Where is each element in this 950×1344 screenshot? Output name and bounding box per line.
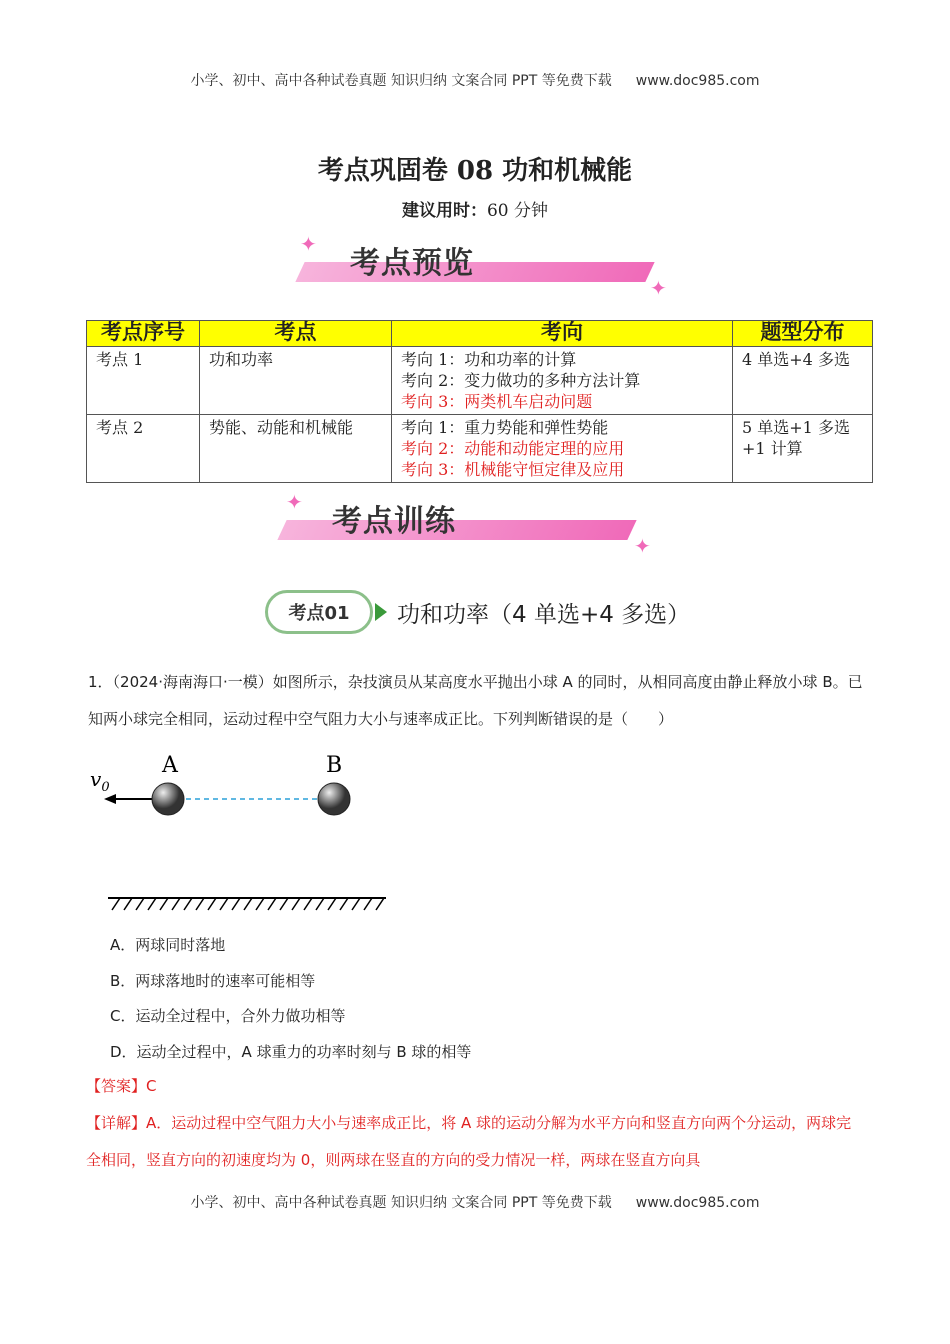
option-a: A．两球同时落地 bbox=[110, 936, 226, 954]
label-b: B bbox=[326, 753, 343, 778]
cell-dist: 4 单选+4 多选 bbox=[733, 347, 873, 415]
hatch-mark bbox=[184, 898, 192, 910]
hatch-mark bbox=[172, 898, 180, 910]
page-title: 考点巩固卷 08 功和机械能 bbox=[317, 156, 633, 186]
page-header bbox=[0, 70, 950, 90]
option-d: D．运动全过程中，A 球重力的功率时刻与 B 球的相等 bbox=[110, 1043, 472, 1061]
header-text: 小学、初中、高中各种试卷真题 知识归纳 文案合同 PPT 等免费下载 bbox=[190, 73, 612, 89]
ball-a bbox=[152, 783, 184, 815]
option-b: B．两球落地时的速率可能相等 bbox=[110, 972, 316, 990]
question-text: 1．（2024·海南海口·一模）如图所示，杂技演员从某高度水平抛出小球 A 的同时，从相同高度由静止释放小球 B。已知两小球完全相同，运动过程中空气阻力大小与速率成正比。下列判断错误的是（ ） bbox=[88, 673, 863, 728]
direction: 考向 1：重力势能和弹性势能 bbox=[401, 418, 609, 437]
cell-id: 考点 1 bbox=[87, 347, 200, 415]
hatch-mark bbox=[112, 898, 120, 910]
hatch-mark bbox=[268, 898, 276, 910]
col-header: 题型分布 bbox=[733, 321, 873, 347]
footer-text: 小学、初中、高中各种试卷真题 知识归纳 文案合同 PPT 等免费下载 bbox=[190, 1195, 612, 1211]
direction: 考向 3：两类机车启动问题 bbox=[401, 392, 593, 411]
hatch-mark bbox=[220, 898, 228, 910]
direction: 考向 1：功和功率的计算 bbox=[401, 350, 577, 369]
hatch-mark bbox=[232, 898, 240, 910]
hatch-mark bbox=[136, 898, 144, 910]
hatch-mark bbox=[376, 898, 384, 910]
section-badge: 考点01 bbox=[265, 590, 373, 634]
hatch-mark bbox=[304, 898, 312, 910]
direction: 考向 2：变力做功的多种方法计算 bbox=[401, 371, 641, 390]
hatch-mark bbox=[292, 898, 300, 910]
hatch-mark bbox=[328, 898, 336, 910]
hatch-mark bbox=[316, 898, 324, 910]
hatch-mark bbox=[148, 898, 156, 910]
cell-directions bbox=[392, 415, 733, 483]
time-value: 60 分钟 bbox=[486, 201, 549, 221]
direction: 考向 3：机械能守恒定律及应用 bbox=[401, 460, 625, 479]
star-icon: ✦ bbox=[634, 534, 651, 558]
hatch-mark bbox=[244, 898, 252, 910]
answer: 【答案】C bbox=[86, 1077, 157, 1095]
explanation: 【详解】A．运动过程中空气阻力大小与速率成正比，将 A 球的运动分解为水平方向和竖直方向两个分运动，两球完全相同，竖直方向的初速度均为 0，则两球在竖直的方向的受力情况一样，两球在竖直方向具 bbox=[86, 1114, 852, 1169]
cell-dist: 5 单选+1 多选+1 计算 bbox=[733, 415, 873, 483]
suggested-time bbox=[0, 196, 950, 221]
footer-url: www.doc985.com bbox=[635, 1195, 760, 1211]
header-url: www.doc985.com bbox=[635, 73, 760, 89]
star-icon: ✦ bbox=[286, 490, 303, 514]
label-a: A bbox=[162, 753, 178, 778]
table-row bbox=[87, 415, 873, 483]
time-label: 建议用时： bbox=[401, 201, 487, 221]
col-header: 考向 bbox=[392, 321, 733, 347]
banner-preview bbox=[290, 232, 680, 302]
star-icon: ✦ bbox=[300, 232, 317, 256]
col-header: 考点 bbox=[200, 321, 392, 347]
hatch-mark bbox=[196, 898, 204, 910]
cell-directions bbox=[392, 347, 733, 415]
overview-table bbox=[86, 320, 873, 483]
banner-training bbox=[272, 490, 662, 560]
question-figure bbox=[88, 748, 398, 913]
hatch-mark bbox=[208, 898, 216, 910]
banner-text: 考点预览 bbox=[350, 246, 474, 281]
ball-b bbox=[318, 783, 350, 815]
v0-label: $v_0$ bbox=[90, 767, 110, 795]
hatch-mark bbox=[124, 898, 132, 910]
hatch-mark bbox=[256, 898, 264, 910]
arrow-icon bbox=[375, 603, 387, 621]
section-title: 功和功率（4 单选+4 多选） bbox=[397, 601, 691, 628]
page-footer bbox=[0, 1192, 950, 1212]
hatch-mark bbox=[160, 898, 168, 910]
hatch-mark bbox=[280, 898, 288, 910]
cell-id: 考点 2 bbox=[87, 415, 200, 483]
table-row bbox=[87, 347, 873, 415]
hatch-mark bbox=[364, 898, 372, 910]
col-header: 考点序号 bbox=[87, 321, 200, 347]
direction: 考向 2：动能和动能定理的应用 bbox=[401, 439, 625, 458]
cell-topic: 功和功率 bbox=[200, 347, 392, 415]
hatch-mark bbox=[352, 898, 360, 910]
star-icon: ✦ bbox=[650, 276, 667, 300]
hatch-mark bbox=[340, 898, 348, 910]
cell-topic: 势能、动能和机械能 bbox=[200, 415, 392, 483]
section-heading bbox=[265, 590, 690, 634]
option-c: C．运动全过程中，合外力做功相等 bbox=[110, 1007, 346, 1025]
banner-text: 考点训练 bbox=[332, 504, 456, 539]
